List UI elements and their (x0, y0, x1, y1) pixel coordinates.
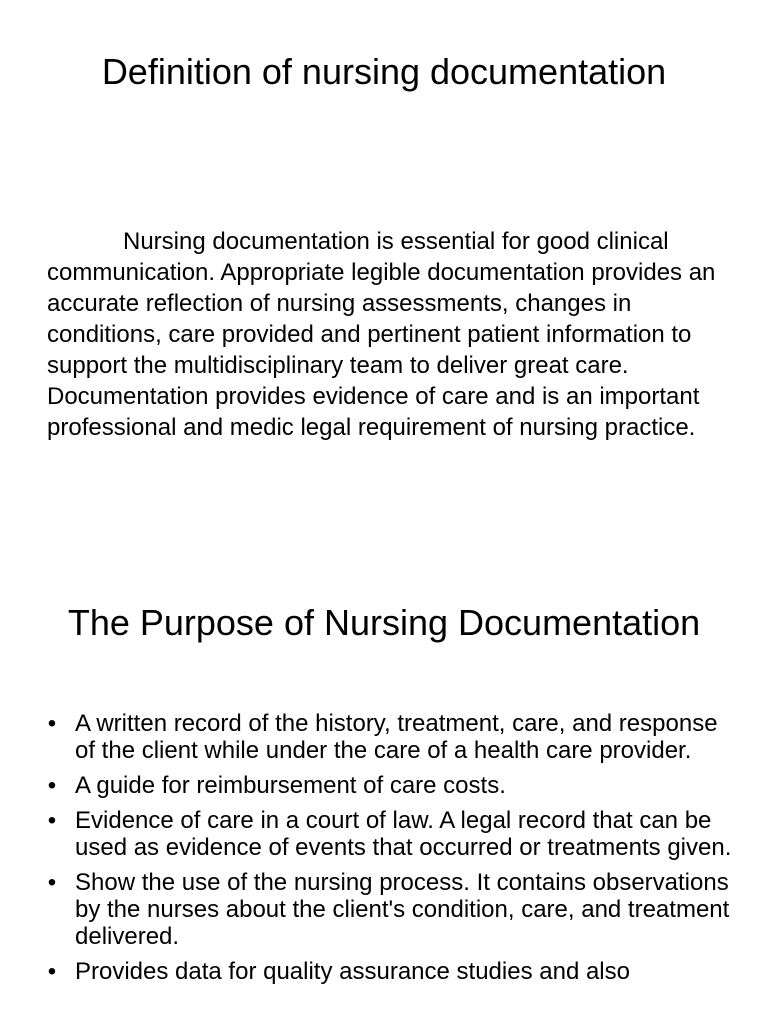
definition-paragraph: Nursing documentation is essential for good clinical communication. Appropriate legible documentation provides an accurate reflection of nursing assessments, changes in conditions, care provided and pertinent patient information to support the multidisciplinary team to deliver great care. Documentation provides evidence of care and is an important professional and medic legal requirement of nursing practice. (47, 228, 716, 441)
list-item-text: Provides data for quality assurance studies and also (75, 958, 630, 985)
list-item-text: Show the use of the nursing process. It contains observations by the nurses about the client's condition, care, and treatment delivered. (75, 869, 730, 950)
list-item-text: A written record of the history, treatment, care, and response of the client while under the care of a health care provider. (75, 710, 718, 764)
list-item (0, 869, 740, 950)
list-item (0, 807, 740, 861)
bullet-icon: • (47, 772, 57, 799)
bullet-icon: • (47, 869, 57, 896)
slide-title: Definition of nursing documentation (101, 51, 667, 92)
list-item-text: Evidence of care in a court of law. A legal record that can be used as evidence of events that occurred or treatments given. (75, 807, 732, 861)
section-title: The Purpose of Nursing Documentation (67, 602, 701, 643)
list-item (0, 772, 740, 799)
bullet-icon: • (47, 807, 57, 834)
list-item-text: A guide for reimbursement of care costs. (75, 772, 506, 799)
purpose-list (0, 710, 740, 993)
list-item (0, 710, 740, 764)
bullet-icon: • (47, 710, 57, 737)
bullet-icon: • (47, 958, 57, 985)
list-item (0, 958, 740, 985)
